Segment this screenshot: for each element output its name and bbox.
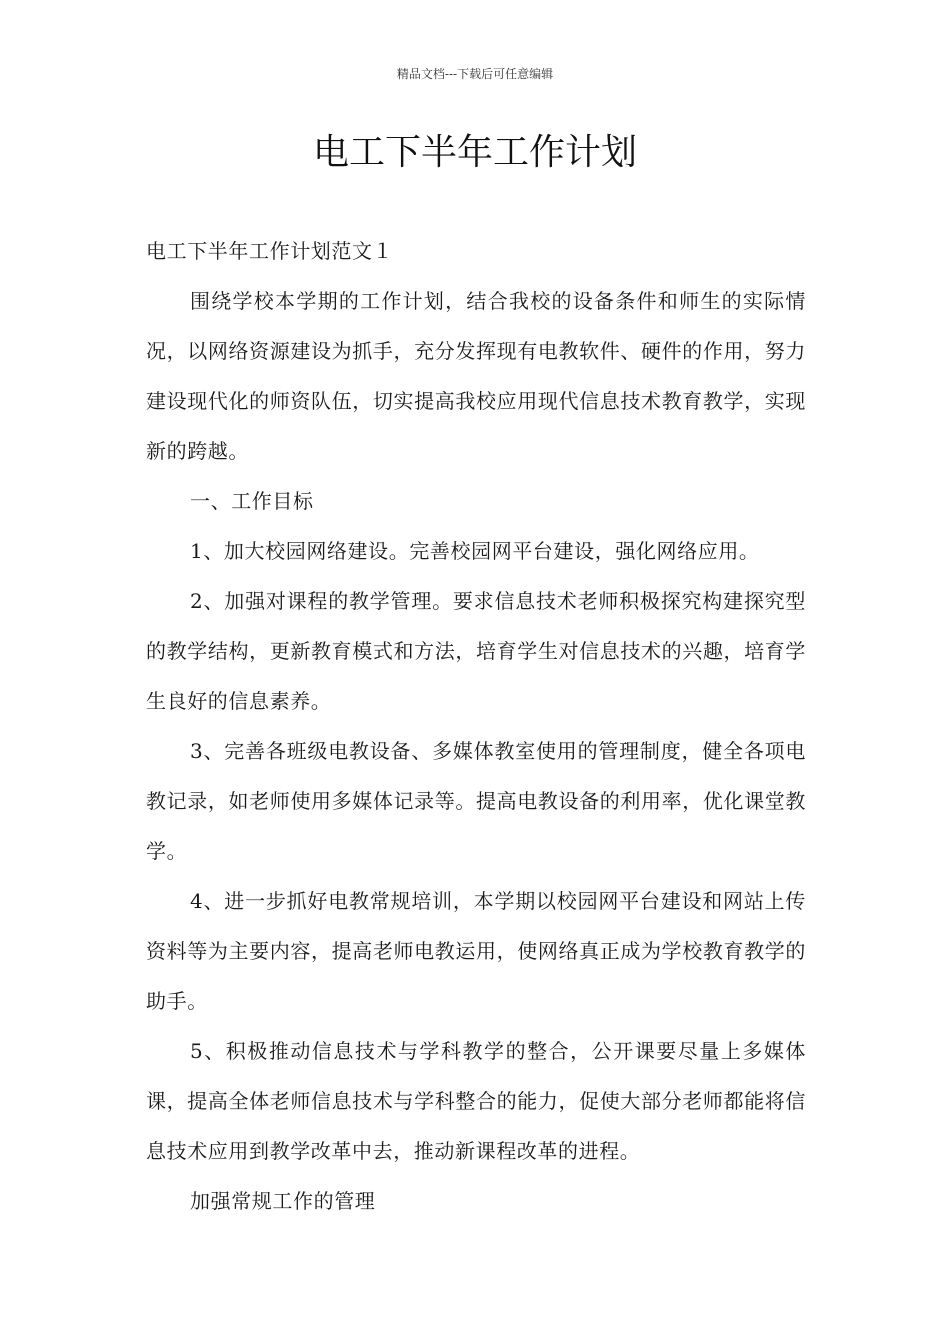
document-subtitle: 电工下半年工作计划范文１	[146, 239, 394, 263]
goal-item-4: 4、进一步抓好电教常规培训，本学期以校园网平台建设和网站上传资料等为主要内容，提高老师电教运用，使网络真正成为学校教育教学的助手。	[146, 889, 806, 1013]
goal-item-5: 5、积极推动信息技术与学科教学的整合，公开课要尽量上多媒体课，提高全体老师信息技术与学科整合的能力，促使大部分老师都能将信息技术应用到教学改革中去，推动新课程改革的进程。	[146, 1039, 806, 1163]
goal-item-1: 1、加大校园网络建设。完善校园网平台建设，强化网络应用。	[190, 539, 760, 563]
section-heading-goals: 一、工作目标	[190, 489, 314, 513]
document-body	[146, 226, 806, 1226]
goal-item-3: 3、完善各班级电教设备、多媒体教室使用的管理制度，健全各项电教记录，如老师使用多媒体记录等。提高电教设备的利用率，优化课堂教学。	[146, 739, 806, 863]
page-header-note: 精品文档---下载后可任意编辑	[396, 67, 554, 81]
section-heading-routine: 加强常规工作的管理	[190, 1189, 376, 1213]
paragraph-intro: 围绕学校本学期的工作计划，结合我校的设备条件和师生的实际情况，以网络资源建设为抓手，充分发挥现有电教软件、硬件的作用，努力建设现代化的师资队伍，切实提高我校应用现代信息技术教育教学，实现新的跨越。	[146, 289, 806, 463]
goal-item-2: 2、加强对课程的教学管理。要求信息技术老师积极探究构建探究型的教学结构，更新教育模式和方法，培育学生对信息技术的兴趣，培育学生良好的信息素养。	[146, 589, 806, 713]
document-title: 电工下半年工作计划	[312, 132, 637, 173]
